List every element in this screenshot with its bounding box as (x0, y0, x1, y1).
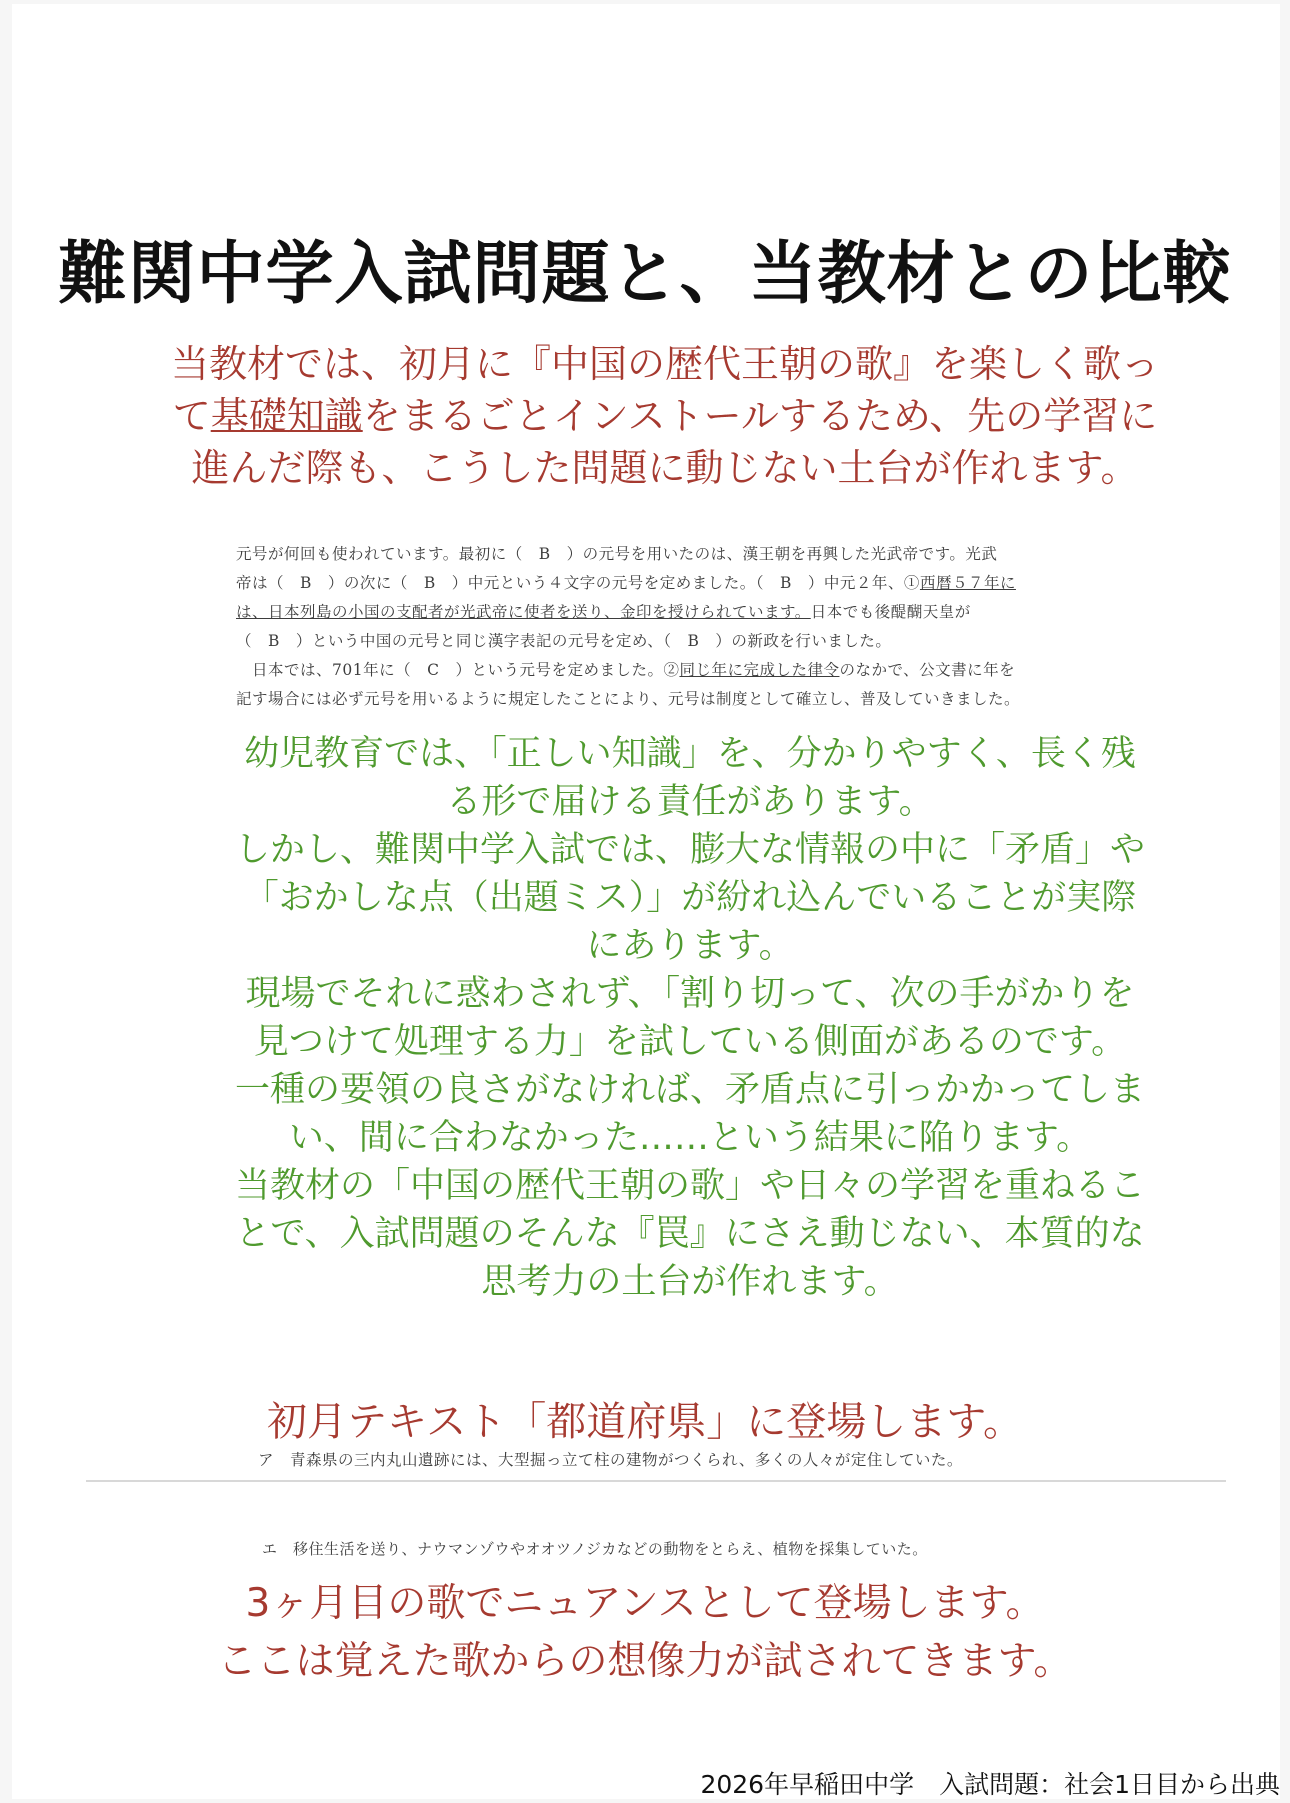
page-title: 難関中学入試問題と、当教材との比較 (58, 235, 1232, 314)
exam-line: 日本では、701年に（ C ）という元号を定めました。②同じ年に完成した律令のなかで、公文書に年を (236, 661, 1016, 679)
green-line: にあります。 (586, 926, 794, 966)
green-line: 当教材の「中国の歴代王朝の歌」や日々の学習を重ねるこ (234, 1166, 1145, 1206)
intro-line: て基礎知識をまるごとインストールするため、先の学習に (172, 394, 1158, 438)
end-line: ここは覚えた歌からの想像力が試されてきます。 (217, 1639, 1073, 1684)
end-line: 3ヶ月目の歌でニュアンスとして登場します。 (245, 1581, 1045, 1626)
mid-note: 初月テキスト「都道府県」に登場します。 (267, 1399, 1023, 1445)
end-note (0, 1575, 1290, 1691)
intro-text (140, 338, 1190, 494)
divider (86, 1480, 1226, 1482)
green-line: 幼児教育では、「正しい知識」を、分かりやすく、長く残 (244, 734, 1136, 774)
intro-line: 当教材では、初月に『中国の歴代王朝の歌』を楽しく歌っ (170, 342, 1159, 386)
green-line: とで、入試問題のそんな『罠』にさえ動じない、本質的な (235, 1214, 1145, 1254)
exam-option-a: ア 青森県の三内丸山遺跡には、大型掘っ立て柱の建物がつくられ、多くの人々が定住していた。 (258, 1451, 963, 1469)
exam-option-e: エ 移住生活を送り、ナウマンゾウやオオツノジカなどの動物をとらえ、植物を採集していた。 (262, 1540, 928, 1558)
green-explanation (200, 730, 1180, 1306)
exam-line: 元号が何回も使われています。最初に（ B ）の元号を用いたのは、漢王朝を再興した光武帝です。光武 (236, 545, 998, 563)
exam-line: 記す場合には必ず元号を用いるように規定したことにより、元号は制度として確立し、普及していきました。 (236, 690, 1021, 708)
green-line: 「おかしな点（出題ミス）」が紛れ込んでいることが実際 (243, 878, 1137, 918)
source-footer: 2026年早稲田中学 入試問題：社会1日目から出典 (700, 1770, 1280, 1799)
green-line: しかし、難関中学入試では、膨大な情報の中に「矛盾」や (234, 830, 1145, 870)
green-line: 現場でそれに惑わされず、「割り切って、次の手がかりを (245, 974, 1135, 1014)
green-line: い、間に合わなかった……という結果に陥ります。 (288, 1118, 1092, 1158)
exam-line: 帝は（ B ）の次に（ B ）中元という４文字の元号を定めました。（ B ）中元２年、①西暦５７年に (236, 574, 1016, 592)
exam-excerpt (236, 540, 1086, 714)
exam-line: （ B ）という中国の元号と同じ漢字表記の元号を定め、（ B ）の新政を行いました。 (236, 632, 892, 650)
exam-line: は、日本列島の小国の支配者が光武帝に使者を送り、金印を授けられています。日本でも後醍醐天皇が (236, 603, 971, 621)
underlined-term: 基礎知識 (210, 394, 363, 438)
green-line: る形で届ける責任があります。 (446, 782, 934, 822)
intro-line: 進んだ際も、こうした問題に動じない土台が作れます。 (191, 446, 1139, 490)
green-line: 見つけて処理する力」を試している側面があるのです。 (253, 1022, 1127, 1062)
green-line: 一種の要領の良さがなければ、矛盾点に引っかかってしま (234, 1070, 1145, 1110)
green-line: 思考力の土台が作れます。 (481, 1262, 899, 1302)
